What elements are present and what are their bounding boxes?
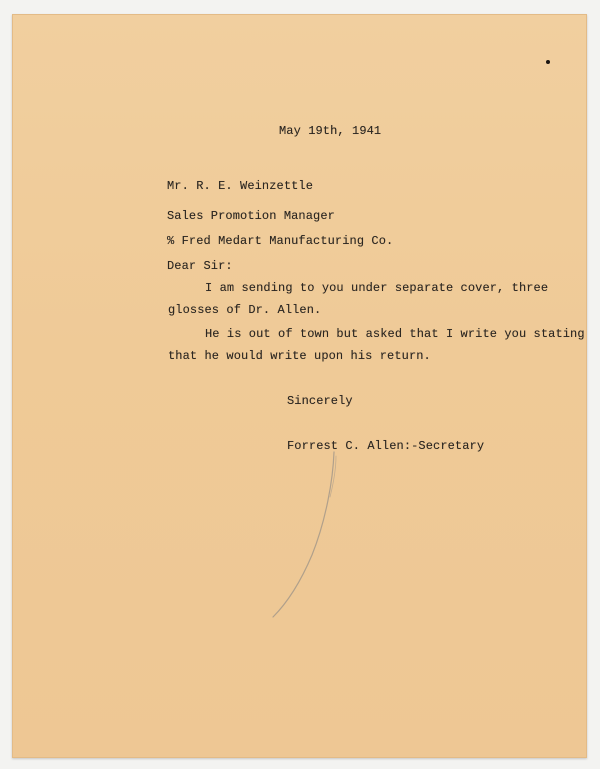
recipient-company: % Fred Medart Manufacturing Co.: [167, 234, 394, 248]
signature: Forrest C. Allen:-Secretary: [287, 439, 485, 453]
body-paragraph-1-line-1: I am sending to you under separate cover, three: [205, 281, 549, 295]
recipient-name: Mr. R. E. Weinzettle: [167, 179, 314, 193]
body-paragraph-2-line-1: He is out of town but asked that I write you stating: [205, 327, 585, 341]
body-paragraph-1-line-2: glosses of Dr. Allen.: [168, 303, 322, 317]
closing: Sincerely: [287, 394, 353, 408]
recipient-title: Sales Promotion Manager: [167, 209, 335, 223]
body-paragraph-2-line-2: that he would write upon his return.: [168, 349, 431, 363]
letter-date: May 19th, 1941: [279, 124, 382, 138]
salutation: Dear Sir:: [167, 259, 233, 273]
